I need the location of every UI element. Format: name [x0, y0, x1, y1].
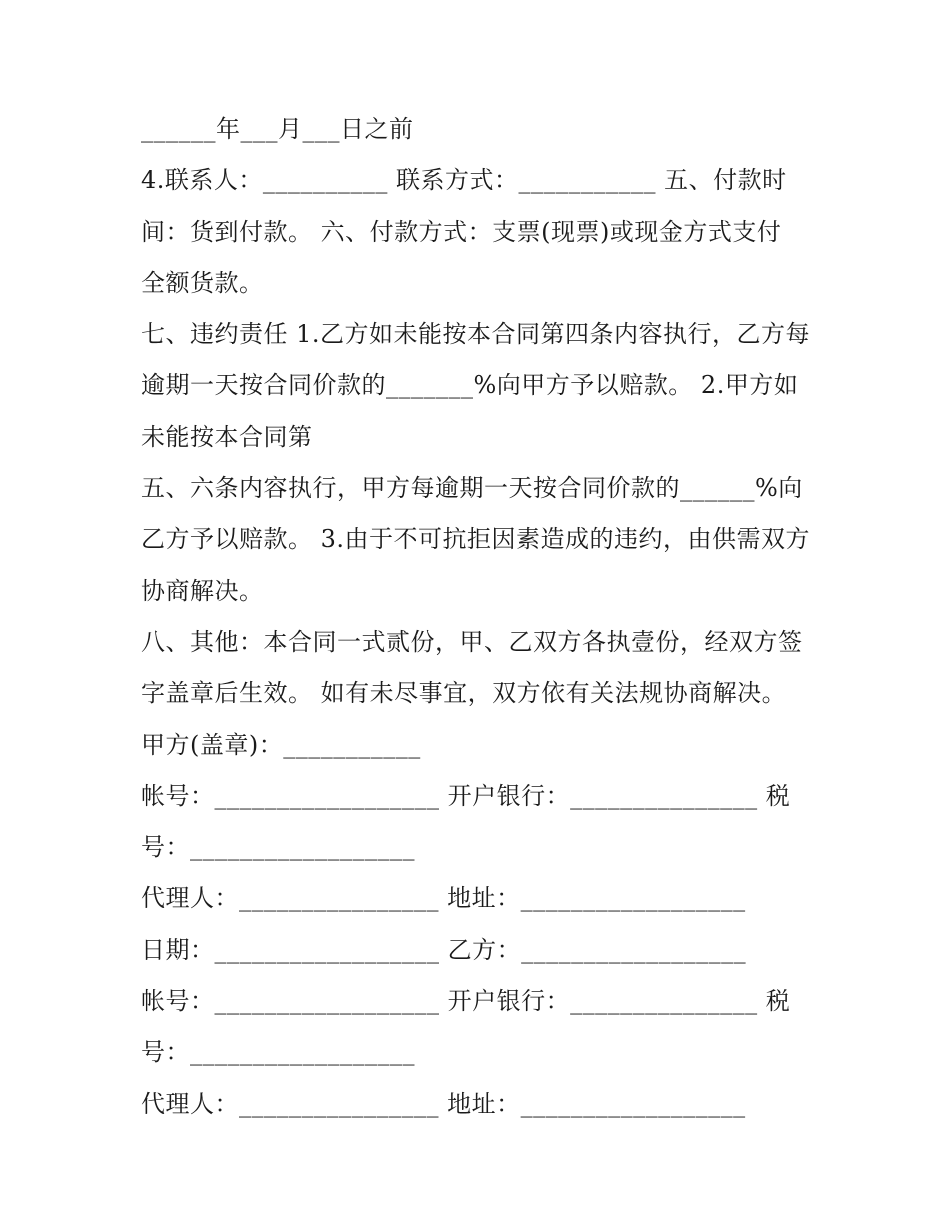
text-line: 字盖章后生效。 如有未尽事宜，双方依有关法规协商解决。 — [141, 679, 787, 708]
text-line: 八、其他：本合同一式贰份，甲、乙双方各执壹份，经双方签 — [141, 627, 803, 656]
date-party-b-line: 日期：__________________ 乙方：__________________ — [141, 935, 747, 964]
text-line: 4.联系人：__________ 联系方式：___________ 五、付款时 — [141, 166, 787, 195]
text-line: 未能按本合同第 — [141, 422, 313, 451]
account-bank-line: 帐号：__________________ 开户银行：_______________ 税 — [141, 987, 791, 1016]
agent-address-line: 代理人：________________ 地址：__________________ — [141, 884, 746, 913]
agent-address-line: 代理人：________________ 地址：__________________ — [141, 1089, 746, 1118]
text-line: ______年___月___日之前 — [141, 115, 414, 143]
text-line: 七、违约责任 1.乙方如未能按本合同第四条内容执行，乙方每 — [141, 320, 811, 349]
text-line: 全额货款。 — [141, 268, 264, 297]
contract-body — [141, 109, 821, 1135]
text-line: 乙方予以赔款。 3.由于不可抗拒因素造成的违约，由供需双方 — [141, 525, 811, 554]
tax-number-line: 号：__________________ — [141, 833, 415, 862]
tax-number-line: 号：__________________ — [141, 1038, 415, 1067]
text-line: 逾期一天按合同价款的_______%向甲方予以赔款。 2.甲方如 — [141, 371, 799, 400]
text-line: 间：货到付款。 六、付款方式：支票(现票)或现金方式支付 — [141, 217, 782, 246]
text-line: 协商解决。 — [141, 576, 264, 605]
account-bank-line: 帐号：__________________ 开户银行：_______________ 税 — [141, 781, 791, 810]
party-a-seal-line: 甲方(盖章)：___________ — [141, 730, 421, 759]
text-line: 五、六条内容执行，甲方每逾期一天按合同价款的______%向 — [141, 474, 803, 503]
